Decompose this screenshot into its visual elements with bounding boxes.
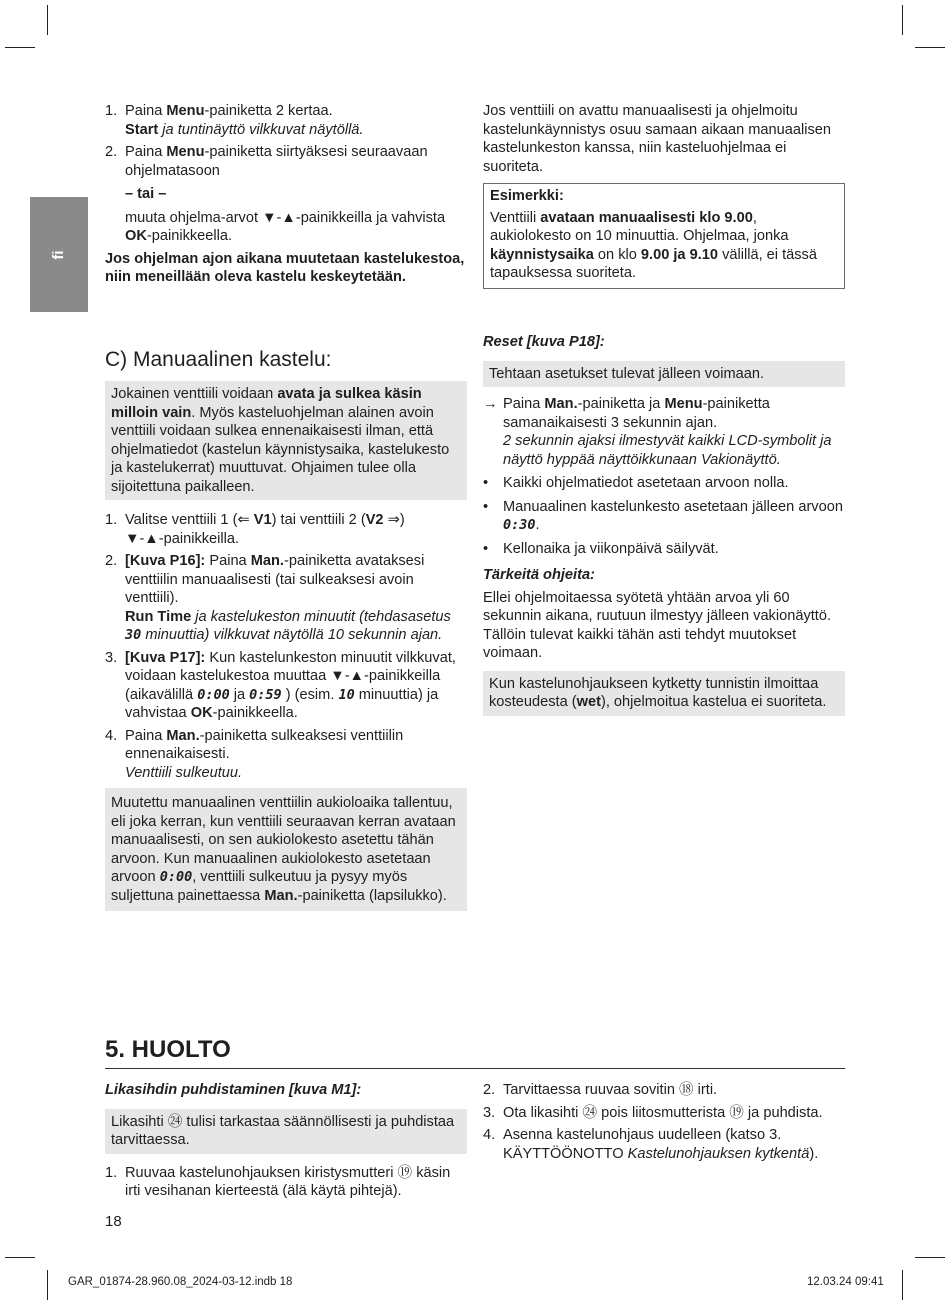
text: Run Time	[125, 608, 192, 625]
figure-ref: [Kuva P17]:	[125, 649, 206, 666]
text: Man.	[250, 553, 284, 569]
text: Paina	[205, 553, 251, 569]
text: avata ja sulkea käsin milloin vain	[111, 386, 422, 421]
maintenance-subtitle: Likasihdin puhdistaminen [kuva M1]:	[105, 1082, 362, 1098]
list-item	[483, 1126, 845, 1163]
text: ▼-▲-painikkeilla.	[125, 530, 240, 547]
text: Man.	[264, 887, 298, 904]
crop-mark	[47, 1270, 48, 1300]
step-number: 3.	[483, 1104, 496, 1121]
list-item	[483, 474, 845, 493]
footer-file: GAR_01874-28.960.08_2024-03-12.indb 18	[68, 1276, 293, 1288]
text: ).	[809, 1145, 819, 1162]
text: ja kastelukeston minuutit (tehdasasetus	[191, 608, 451, 625]
text: wet	[576, 694, 601, 710]
lcd-value: 0:00	[159, 869, 193, 885]
text: , aukiolokesto on 10 minuuttia. Ohjelmaa, jonka	[490, 209, 789, 244]
maintenance-right	[483, 1081, 845, 1167]
list-item	[105, 511, 467, 548]
or-separator: – tai –	[125, 186, 167, 202]
text: Man.	[166, 727, 200, 744]
text: )	[399, 512, 405, 528]
text: V2	[365, 512, 384, 528]
arrow-icon: →	[483, 396, 498, 412]
reset-info-box: Tehtaan asetukset tulevat jälleen voimaan.	[483, 361, 845, 388]
text: välillä, ei tässä tapauksessa suoriteta.	[490, 246, 817, 281]
crop-mark	[47, 5, 48, 35]
maintenance-steps-right	[483, 1081, 845, 1163]
step-number: 3.	[105, 649, 118, 666]
important-text: Ellei ohjelmoitaessa syötetä yhtään arvoa yli 60 sekunnin aikana, ruutuun ilmestyy jälleen vakionäyttö. Tällöin tulevat kaikki tähän asti tehdyt muutokset voimaan.	[483, 589, 832, 661]
bullet-icon: •	[483, 475, 489, 491]
text: -painikkeella.	[146, 228, 233, 244]
maintenance-info-box: Likasihti ㉔ tulisi tarkastaa säännöllisesti ja puhdistaa tarvittaessa.	[105, 1109, 467, 1154]
text: OK	[190, 705, 213, 721]
text: Paina	[503, 396, 545, 412]
text: V1	[253, 512, 272, 528]
text: muuta ohjelma-arvot ▼-▲-painikkeilla ja vahvista	[125, 209, 446, 226]
crop-mark	[915, 1257, 945, 1258]
reset-list	[483, 395, 845, 558]
language-tab-label: fi	[49, 249, 67, 260]
text: avataan manuaalisesti klo 9.00	[540, 209, 753, 226]
step-number: 1.	[105, 103, 118, 119]
crop-mark	[902, 1270, 903, 1300]
chapter-title: 5. HUOLTO	[105, 1036, 231, 1063]
text: OK	[125, 228, 147, 244]
list-item	[105, 143, 467, 246]
text: Kellonaika ja viikonpäivä säilyvät.	[503, 540, 719, 557]
text: Start	[125, 121, 159, 138]
text: Kastelunohjauksen kytkentä	[627, 1145, 810, 1162]
list-item	[105, 649, 467, 723]
text: Venttiili sulkeutuu.	[125, 764, 243, 781]
maintenance-left	[105, 1081, 467, 1205]
left-column	[105, 102, 467, 287]
text: -painikkeella.	[212, 705, 298, 721]
text: minuuttia) vilkkuvat näytöllä 10 sekunnin ajan.	[141, 627, 443, 643]
page-number: 18	[105, 1213, 122, 1230]
text: Menu	[166, 103, 205, 119]
text: Muutettu manuaalinen venttiilin aukioloaika tallentuu, eli joka kerran, kun venttiili seuraavan kerran avataan manuaalisesti, on sen aukiolokesto asetettu tähän arvoon. Kun manuaalinen aukiolokesto asetetaan arvoon	[111, 795, 456, 885]
step-number: 2.	[105, 553, 118, 569]
list-item	[483, 540, 845, 559]
text: Menu	[166, 144, 205, 160]
text: Paina	[125, 103, 167, 119]
text: ) tai venttiili 2 (	[271, 512, 366, 528]
example-text	[490, 209, 838, 283]
important-title: Tärkeitä ohjeita:	[483, 567, 595, 583]
crop-mark	[5, 1257, 35, 1258]
step-number: 4.	[483, 1127, 496, 1143]
text: Venttiili	[490, 209, 541, 226]
text: . Myös kasteluohjelman alainen avoin venttiili voidaan sulkea ennenaikaisesti ilman, että ohjelmatiedot (kastelun käynnistysaika, kastelukesto ja kastelukerrat) muuttuvat. Ohjaimen tulee olla sijoitettuna paikalleen.	[111, 404, 450, 495]
reset-section	[483, 333, 845, 716]
list-item	[105, 727, 467, 783]
section-c-title: C) Manuaalinen kastelu:	[105, 348, 332, 371]
text: ja	[229, 686, 250, 703]
memory-info-box	[105, 788, 467, 911]
section-c	[105, 348, 467, 911]
lcd-value: 0:30	[503, 517, 536, 533]
text: ), ohjelmoitua kastelua ei suoriteta.	[600, 694, 827, 710]
figure-ref: [Kuva P16]:	[125, 553, 206, 569]
text: -painiketta 2 kertaa.	[204, 103, 333, 119]
text: Paina	[125, 144, 167, 160]
text: Menu	[664, 396, 703, 412]
lcd-value: 0:59	[249, 686, 282, 703]
text: on klo	[593, 246, 641, 263]
maintenance-steps-left	[105, 1164, 467, 1201]
text: Tarvittaessa ruuvaa sovitin ⑱ irti.	[503, 1082, 718, 1098]
lcd-value: 10	[338, 686, 355, 703]
text: -painiketta samanaikaisesti 3 sekunnin ajan.	[503, 396, 770, 431]
text: 2 sekunnin ajaksi ilmestyvät kaikki LCD-symbolit ja näyttö hyppää näyttöikkunaan Vakionäyttö.	[503, 433, 832, 468]
text: 9.00 ja 9.10	[640, 246, 719, 263]
crop-mark	[5, 47, 35, 48]
text: -painiketta (lapsilukko).	[297, 887, 447, 904]
list-item	[483, 395, 845, 469]
text: Ruuvaa kastelunohjauksen kiristysmutteri ⑲ käsin irti vesihanan kierteestä (älä käytä pihtejä).	[125, 1164, 451, 1199]
text: -painiketta ja	[577, 396, 665, 412]
step-number: 1.	[105, 1164, 118, 1181]
text: Kun kastelunohjaukseen kytketty tunnistin ilmoittaa kosteudesta (	[489, 675, 819, 710]
step-number: 2.	[105, 144, 118, 160]
reset-title: Reset [kuva P18]:	[483, 334, 605, 350]
text: -painiketta siirtyäksesi seuraavaan ohjelmatasoon	[125, 144, 428, 179]
step-number: 4.	[105, 727, 118, 744]
sensor-info-box	[483, 671, 845, 716]
step-number: 1.	[105, 512, 118, 528]
left-arrow-icon: ⇐	[237, 512, 250, 528]
text: käynnistysaika	[490, 246, 594, 263]
text: Paina	[125, 727, 167, 744]
text: .	[535, 517, 540, 533]
text: -painiketta avataksesi venttiilin manuaalisesti (tai sulkeaksesi avoin venttiili).	[125, 553, 425, 606]
text: Kaikki ohjelmatiedot asetetaan arvoon nolla.	[503, 475, 789, 491]
manual-steps	[105, 511, 467, 782]
step-number: 2.	[483, 1082, 496, 1098]
list-item	[105, 552, 467, 645]
text: Asenna kastelunohjaus uudelleen (katso 3. KÄYTTÖÖNOTTO	[503, 1127, 782, 1162]
menu-steps	[105, 102, 467, 246]
bullet-icon: •	[483, 540, 489, 557]
text: Man.	[544, 396, 578, 412]
intro-text: Jos venttiili on avattu manuaalisesti ja ohjelmoitu kastelunkäynnistys osuu samaan aikaan manuaalisen kastelunkeston kanssa, niin kasteluohjelmaa ei suoriteta.	[483, 103, 832, 175]
list-item	[483, 1081, 845, 1100]
lcd-value: 30	[125, 627, 142, 643]
text: Jokainen venttiili voidaan	[111, 386, 278, 402]
text: Manuaalinen kastelunkesto asetetaan jälleen arvoon	[503, 498, 843, 515]
footer-date: 12.03.24 09:41	[807, 1276, 884, 1288]
example-box	[483, 183, 845, 289]
example-title: Esimerkki:	[490, 188, 564, 204]
list-item	[105, 1164, 467, 1201]
right-arrow-icon: ⇒	[387, 512, 400, 528]
text: Valitse venttiili 1 (	[125, 512, 238, 528]
language-tab	[30, 197, 88, 312]
text: , venttiili sulkeutuu ja pysyy myös suljettuna painettaessa	[111, 869, 408, 904]
text: ) (esim.	[281, 686, 339, 703]
lcd-value: 0:00	[197, 686, 230, 703]
section-c-info-box	[105, 381, 467, 500]
text: Kun kastelunkeston minuutit vilkkuvat, voidaan kastelukestoa muuttaa ▼-▲-painikkeilla (aikavälillä	[125, 649, 456, 703]
list-item	[483, 498, 845, 535]
warning-text: Jos ohjelman ajon aikana muutetaan kastelukestoa, niin meneillään oleva kastelu keskeytetään.	[105, 250, 465, 285]
text: Ota likasihti ㉔ pois liitosmutterista ⑲ ja puhdista.	[503, 1104, 823, 1121]
list-item	[105, 102, 467, 139]
crop-mark	[915, 47, 945, 48]
list-item	[483, 1104, 845, 1123]
divider	[105, 1068, 845, 1069]
right-column	[483, 102, 845, 289]
crop-mark	[902, 5, 903, 35]
text: -painiketta sulkeaksesi venttiilin ennenaikaisesti.	[125, 727, 404, 762]
text: minuuttia) ja vahvistaa	[125, 686, 439, 721]
text: ja tuntinäyttö vilkkuvat näytöllä.	[158, 121, 364, 138]
bullet-icon: •	[483, 498, 489, 515]
